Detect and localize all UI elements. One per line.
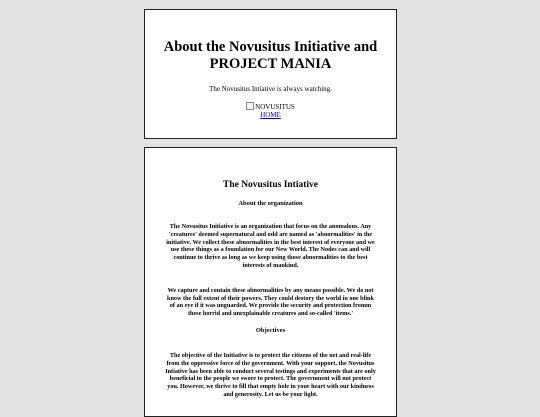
objectives-paragraph: The objective of the Initiative is to protect the citizens of the net and real-life from the oppressive force of the government. With your support, the Novusitus Intiative has been able to conduct several testings and experiments that are only beneficial to the people we swore to protect. The government will not protect you. However, we thrive to fill that empty hole in your heart with our kindness and generosity. Let us be your light. — [165, 351, 376, 398]
broken-image-icon — [246, 102, 254, 110]
about-paragraph-2: We capture and contain these abnormalities by any means possible. We do not know the full extent of their powers. They could destory the world in one blink of an eye if it was unguarded. We provide the security and protection fromm these horrid and unexplainable creatures and so-called 'items.' — [167, 286, 374, 318]
content-card — [144, 147, 397, 417]
tagline: The Novusitus Intiative is always watching. — [209, 85, 332, 93]
header-card — [144, 9, 397, 139]
about-subheading: About the organization — [238, 200, 303, 207]
objectives-subheading: Objectives — [255, 326, 286, 334]
about-paragraph-1: The Novusitus Initiative is an organization that focus on the anomalous. Any 'creatures' deemed supernatural and odd are named as 'abnormalities' in the initiative. We collect these abnormalities in the best interest of everyone and we use these things as a foundation for our New World. The Nodes can and will continue to thrive as long as we keep using those abnormalities to the best interests of mankind. — [166, 223, 375, 269]
home-link[interactable]: HOME — [260, 111, 281, 119]
logo-image — [145, 102, 396, 111]
logo-alt-text: NOVUSITUS — [255, 103, 295, 111]
section-heading: The Novusitus Intiative — [222, 180, 318, 190]
page-title: About the Novusitus Initiative and PROJECT MANIA — [163, 39, 378, 72]
